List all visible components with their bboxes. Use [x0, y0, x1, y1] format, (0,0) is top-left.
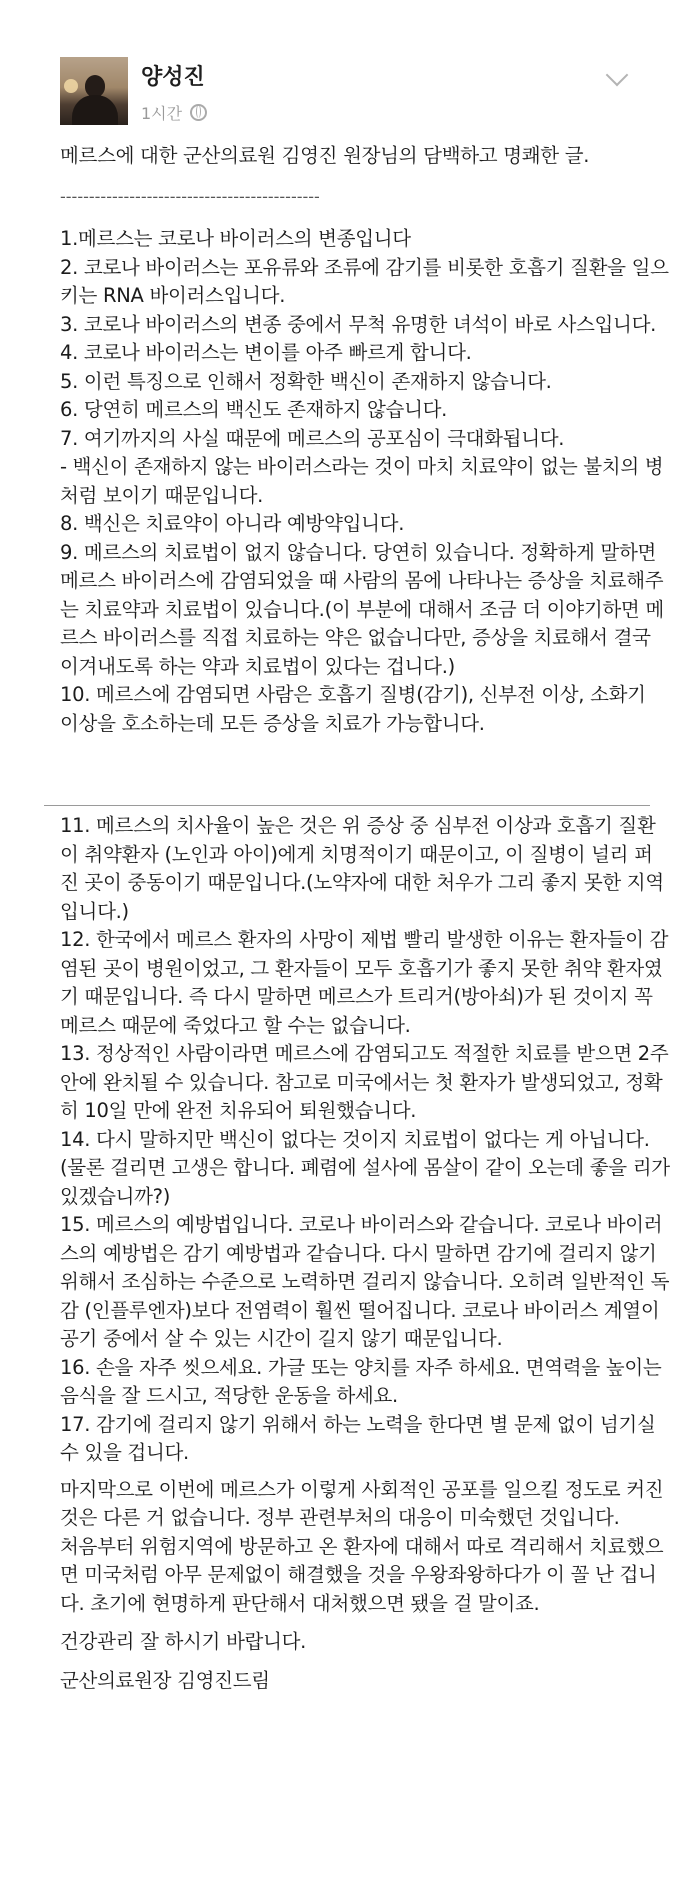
- avatar-head: [85, 75, 105, 97]
- avatar[interactable]: [60, 57, 128, 125]
- closing-paragraph-1: 마지막으로 이번에 메르스가 이렇게 사회적인 공포를 일으킬 정도로 커진 것은 다른 거 없습니다. 정부 관련부처의 대응이 미숙했던 것입니다.: [60, 1477, 664, 1529]
- list-item: 6. 당연히 메르스의 백신도 존재하지 않습니다.: [60, 398, 448, 421]
- page-divider: [44, 805, 650, 806]
- list-item: 3. 코로나 바이러스의 변종 중에서 무척 유명한 녀석이 바로 사스입니다.: [60, 312, 657, 336]
- list-item: 16. 손을 자주 씻으세요. 가글 또는 양치를 자주 하세요. 면역력을 높이는 음식을 잘 드시고, 적당한 운동을 하세요.: [60, 1355, 662, 1407]
- list-item: 15. 메르스의 예방법입니다. 코로나 바이러스와 같습니다. 코로나 바이러스의 예방법은 감기 예방법과 같습니다. 다시 말하면 감기에 걸리지 않기 위해서 조심하는 수준으로 노력하면 걸리지 않습니다. 오히려 일반적인 독감 (인플루엔자)보다 전염력이 훨씬 떨어집니다. 코로나 바이러스 계열이 공기 중에서 살 수 있는 시간이 길지 않기 때문입니다.: [60, 1213, 670, 1350]
- list-item: 2. 코로나 바이러스는 포유류와 조류에 감기를 비롯한 호흡기 질환을 일으키는 RNA 바이러스입니다.: [60, 255, 669, 307]
- globe-icon: [190, 104, 207, 121]
- item-list-part1: [60, 225, 670, 738]
- list-item: 9. 메르스의 치료법이 없지 않습니다. 당연히 있습니다. 정확하게 말하면 메르스 바이러스에 감염되었을 때 사람의 몸에 나타나는 증상을 치료해주는 치료약과 치료법이 있습니다.(이 부분에 대해서 조금 더 이야기하면 메르스 바이러스를 직접 치료하는 약은 없습니다만, 증상을 치료해서 결국 이겨내도록 하는 약과 치료법이 있다는 겁니다.): [60, 540, 664, 678]
- post-intro: 메르스에 대한 군산의료원 김영진 원장님의 담백하고 명쾌한 글.: [60, 144, 590, 167]
- author-name[interactable]: 양성진: [141, 65, 205, 90]
- list-item: 7. 여기까지의 사실 때문에 메르스의 공포심이 극대화됩니다.: [60, 426, 565, 450]
- list-item: 13. 정상적인 사람이라면 메르스에 감염되고도 적절한 치료를 받으면 2주 안에 완치될 수 있습니다. 참고로 미국에서는 첫 환자가 발생되었고, 정확히 10일 만에 완전 치유되어 퇴원했습니다.: [60, 1042, 669, 1122]
- list-item: 12. 한국에서 메르스 환자의 사망이 제법 빨리 발생한 이유는 환자들이 감염된 곳이 병원이었고, 그 환자들이 모두 호흡기가 좋지 못한 취약 환자였기 때문입니다. 즉 다시 말하면 메르스가 트리거(방아쇠)가 된 것이지 꼭 메르스 때문에 죽었다고 할 수는 없습니다.: [60, 928, 669, 1037]
- post-body-continued: [60, 812, 670, 1695]
- avatar-body: [72, 95, 118, 125]
- list-item: 8. 백신은 치료약이 아니라 예방약입니다.: [60, 512, 405, 535]
- sign-off: 건강관리 잘 하시기 바랍니다.: [60, 1630, 307, 1653]
- item-list-part2: [60, 812, 670, 1468]
- list-item: 17. 감기에 걸리지 않기 위해서 하는 노력을 한다면 별 문제 없이 넘기실 수 있을 겁니다.: [60, 1412, 656, 1464]
- list-item: 5. 이런 특징으로 인해서 정확한 백신이 존재하지 않습니다.: [60, 369, 552, 393]
- list-item: 4. 코로나 바이러스는 변이를 아주 빠르게 합니다.: [60, 341, 472, 364]
- post-meta: [141, 101, 207, 124]
- avatar-sun: [64, 79, 78, 93]
- list-item: 1.메르스는 코로나 바이러스의 변종입니다: [60, 227, 411, 250]
- list-item: - 백신이 존재하지 않는 바이러스라는 것이 마치 치료약이 없는 불치의 병처럼 보이기 때문입니다.: [60, 455, 664, 507]
- post-time[interactable]: 1시간: [141, 104, 183, 123]
- post-header: [0, 0, 685, 140]
- list-item: 11. 메르스의 치사율이 높은 것은 위 증상 중 심부전 이상과 호흡기 질환이 취약환자 (노인과 아이)에게 치명적이기 때문이고, 이 질병이 널리 퍼진 곳이 중동이기 때문입니다.(노약자에 대한 처우가 그리 좋지 못한 지역입니다.): [60, 814, 664, 923]
- list-item: 10. 메르스에 감염되면 사람은 호흡기 질병(감기), 신부전 이상, 소화기 이상을 호소하는데 모든 증상을 치료가 가능합니다.: [60, 683, 646, 735]
- closing-paragraph-2: 처음부터 위험지역에 방문하고 온 환자에 대해서 따로 격리해서 치료했으면 미국처럼 아무 문제없이 해결했을 것을 우왕좌왕하다가 이 꼴 난 겁니다. 초기에 현명하게 판단해서 대처했으면 됐을 걸 말이죠.: [60, 1534, 664, 1615]
- chevron-down-icon[interactable]: [606, 64, 629, 87]
- signature: 군산의료원장 김영진드림: [60, 1668, 270, 1692]
- post-body: [60, 142, 670, 738]
- list-item: 14. 다시 말하지만 백신이 없다는 것이지 치료법이 없다는 게 아닙니다.(물론 걸리면 고생은 합니다. 폐렴에 설사에 몸살이 같이 오는데 좋을 리가 있겠습니까?): [60, 1127, 670, 1208]
- separator-line: ---------------------------------------------: [60, 186, 320, 206]
